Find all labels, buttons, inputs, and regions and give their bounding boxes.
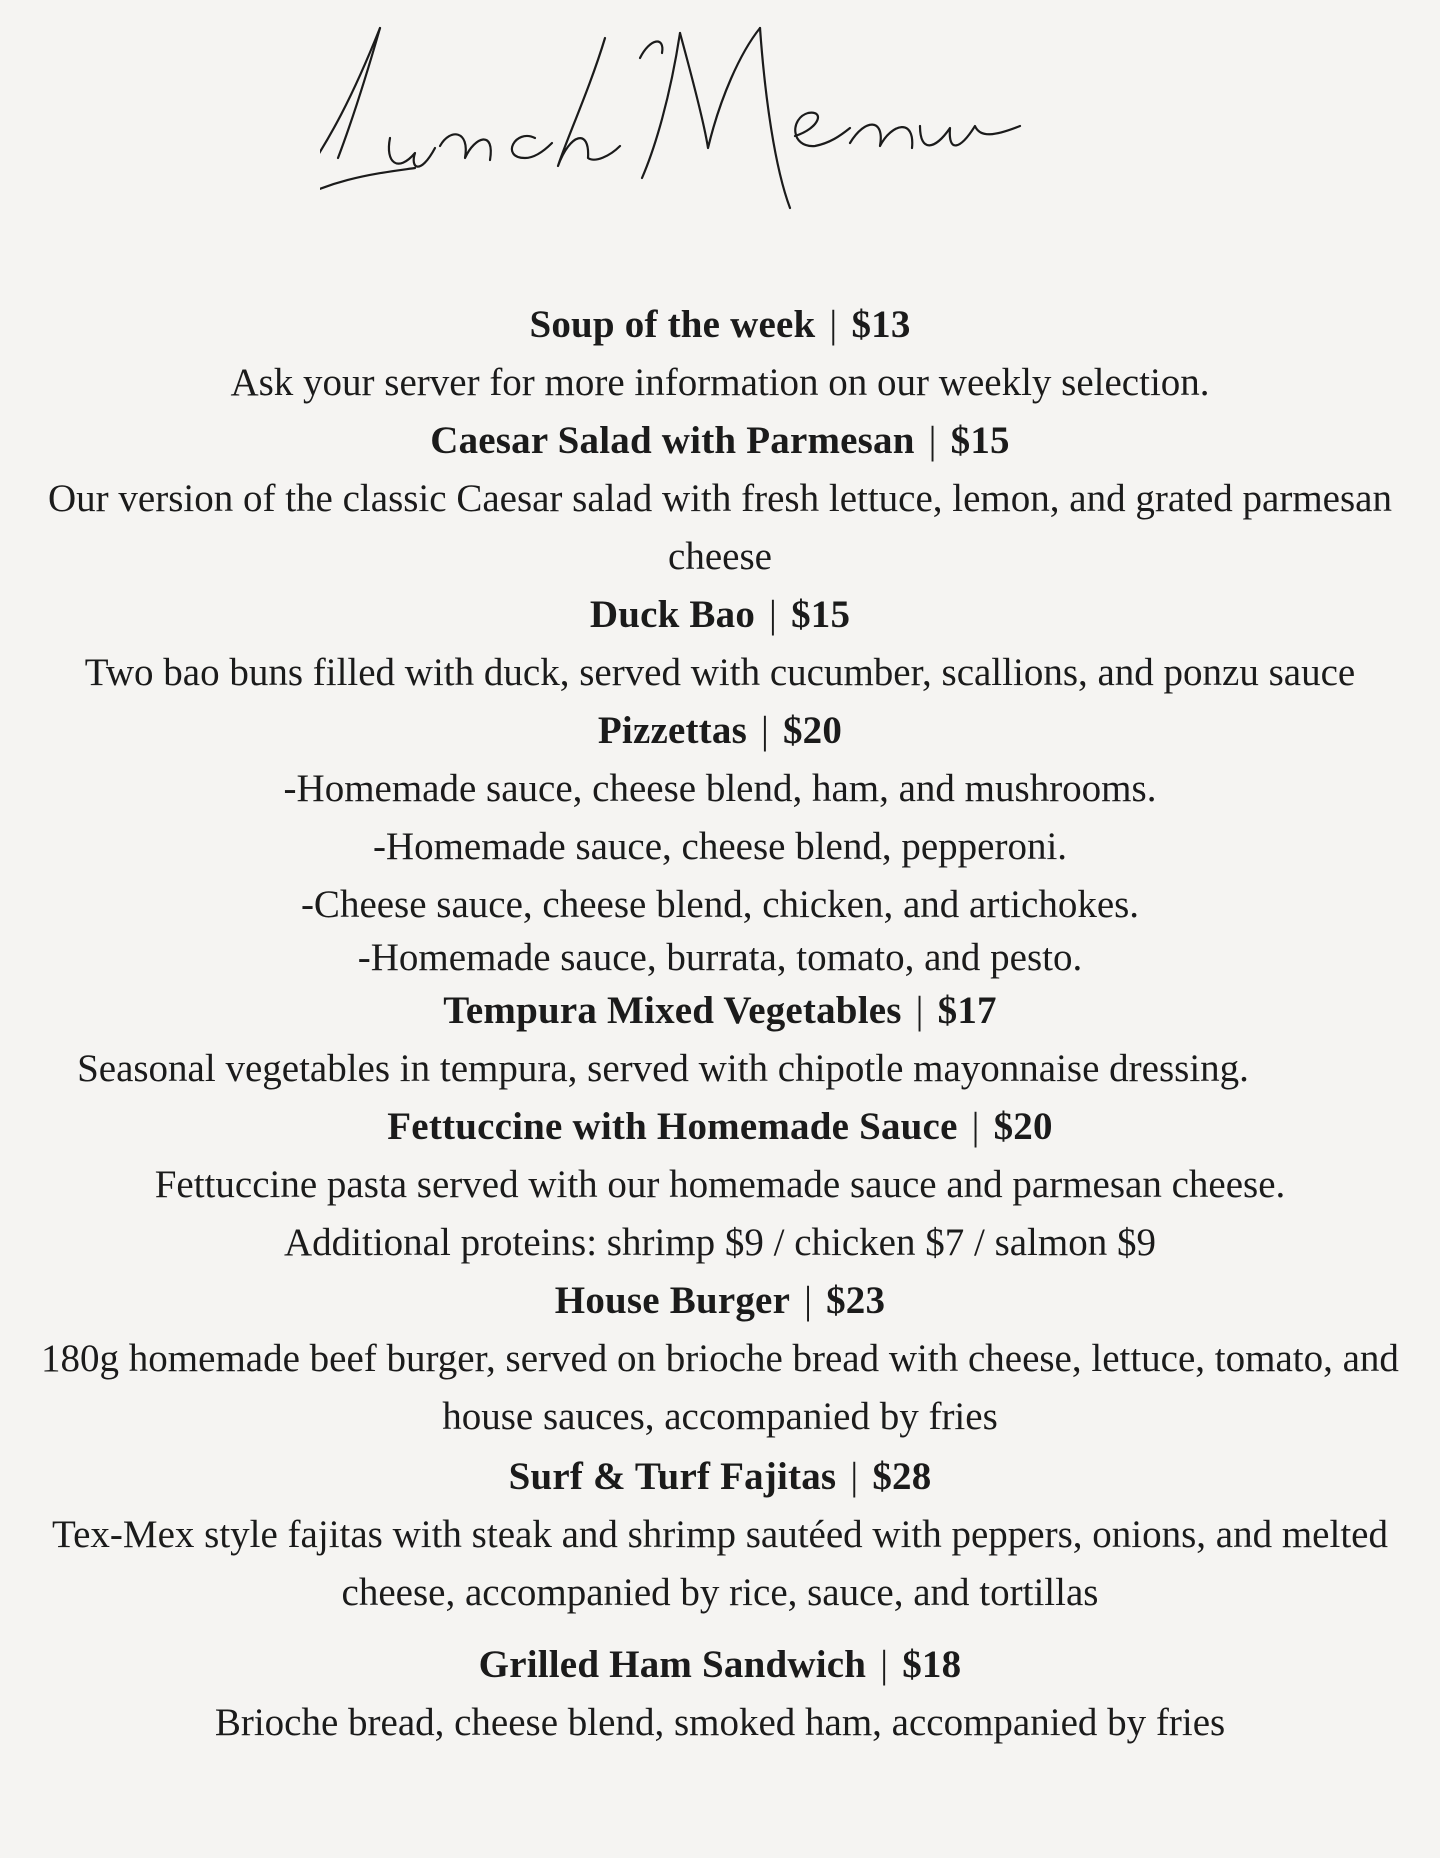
- price-separator: |: [829, 303, 838, 346]
- item-name: Grilled Ham Sandwich: [478, 1643, 867, 1686]
- item-price: $17: [937, 989, 997, 1032]
- menu-item-fettuccine: [0, 1098, 1440, 1272]
- item-heading: [0, 586, 1440, 644]
- item-name: Surf & Turf Fajitas: [508, 1455, 837, 1498]
- item-price: $13: [851, 303, 911, 346]
- item-description: Ask your server for more information on our weekly selection.: [230, 361, 1210, 404]
- item-heading: [0, 982, 1440, 1040]
- item-description-line: -Homemade sauce, cheese blend, pepperoni.: [372, 825, 1068, 868]
- item-description: Two bao buns filled with duck, served with cucumber, scallions, and ponzu sauce: [84, 651, 1356, 694]
- item-heading: [0, 1448, 1440, 1506]
- price-separator: |: [971, 1105, 980, 1148]
- item-heading: [0, 1272, 1440, 1330]
- item-price: $23: [826, 1279, 886, 1322]
- item-price: $28: [872, 1455, 932, 1498]
- item-price: $20: [782, 709, 843, 752]
- price-separator: |: [804, 1279, 813, 1322]
- item-description: Brioche bread, cheese blend, smoked ham, accompanied by fries: [214, 1701, 1226, 1744]
- item-heading: [0, 702, 1440, 760]
- price-separator: |: [760, 709, 769, 752]
- menu-item-grilled-ham-sandwich: [0, 1636, 1440, 1752]
- item-description: 180g homemade beef burger, served on brioche bread with cheese, lettuce, tomato, and house sauces, accompanied by fries: [41, 1337, 1399, 1438]
- item-description-line: Additional proteins: shrimp $9 / chicken $7 / salmon $9: [284, 1221, 1156, 1264]
- menu-item-soup: [0, 296, 1440, 412]
- item-heading: [0, 412, 1440, 470]
- item-description-line: -Homemade sauce, burrata, tomato, and pesto.: [357, 936, 1083, 979]
- item-price: $15: [950, 419, 1010, 462]
- item-heading: [0, 1098, 1440, 1156]
- item-name: Soup of the week: [529, 303, 816, 346]
- price-separator: |: [880, 1643, 889, 1686]
- menu-item-pizzettas: [0, 702, 1440, 982]
- price-separator: |: [928, 419, 937, 462]
- item-description-line: -Cheese sauce, cheese blend, chicken, and artichokes.: [300, 883, 1140, 926]
- item-name: Pizzettas: [597, 709, 747, 752]
- item-name: House Burger: [554, 1279, 791, 1322]
- item-description: Tex-Mex style fajitas with steak and shrimp sautéed with peppers, onions, and melted cheese, accompanied by rice, sauce, and tortillas: [52, 1513, 1388, 1614]
- item-name: Tempura Mixed Vegetables: [443, 989, 902, 1032]
- item-description: Our version of the classic Caesar salad with fresh lettuce, lemon, and grated parmesan cheese: [48, 477, 1392, 578]
- menu-item-duck-bao: [0, 586, 1440, 702]
- menu-item-fajitas: [0, 1448, 1440, 1622]
- menu-item-tempura: [0, 982, 1440, 1098]
- menu-item-caesar-salad: [0, 412, 1440, 586]
- item-price: $15: [791, 593, 851, 636]
- lunch-menu-handwritten-logo: [320, 18, 1120, 248]
- item-price: $20: [993, 1105, 1053, 1148]
- item-heading: [0, 296, 1440, 354]
- item-name: Caesar Salad with Parmesan: [430, 419, 915, 462]
- menu-item-house-burger: [0, 1272, 1440, 1446]
- item-description-line: Fettuccine pasta served with our homemade sauce and parmesan cheese.: [154, 1163, 1286, 1206]
- item-description-line: -Homemade sauce, cheese blend, ham, and mushrooms.: [283, 767, 1157, 810]
- price-separator: |: [769, 593, 778, 636]
- item-price: $18: [902, 1643, 962, 1686]
- item-heading: [0, 1636, 1440, 1694]
- menu-list: [0, 296, 1440, 1752]
- item-name: Duck Bao: [589, 593, 756, 636]
- item-name: Fettuccine with Homemade Sauce: [387, 1105, 958, 1148]
- menu-title-script: [320, 18, 1120, 248]
- price-separator: |: [850, 1455, 859, 1498]
- item-description: Seasonal vegetables in tempura, served with chipotle mayonnaise dressing.: [77, 1047, 1249, 1090]
- price-separator: |: [915, 989, 924, 1032]
